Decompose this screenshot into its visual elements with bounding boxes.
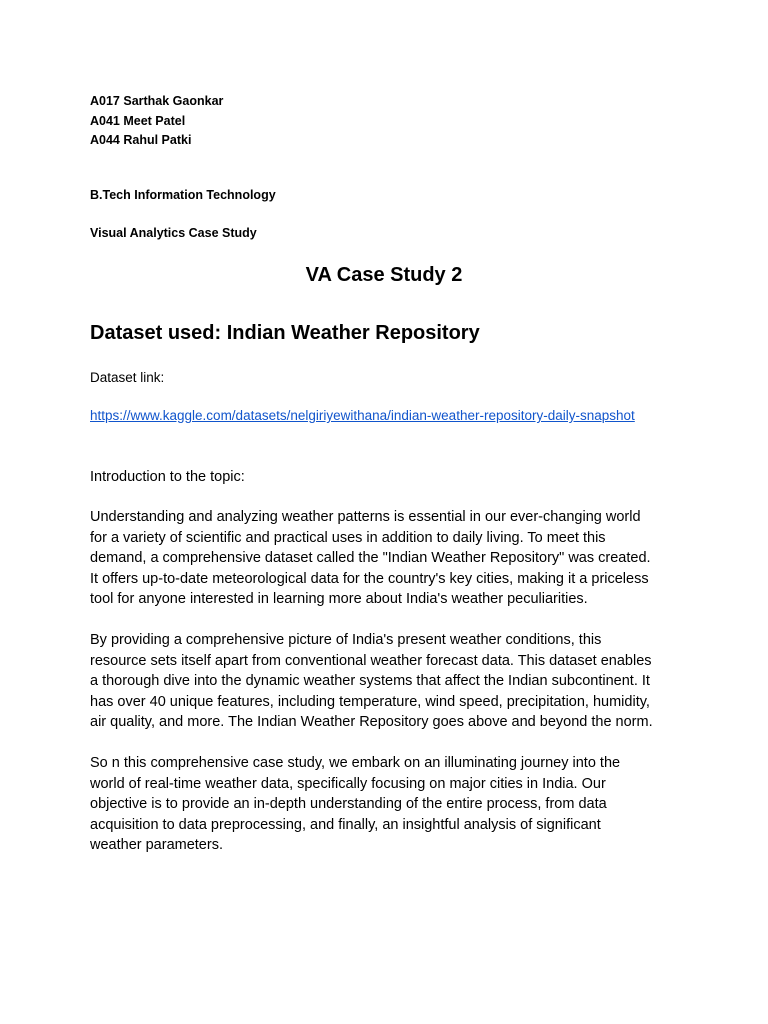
paragraph-line: Understanding and analyzing weather patterns is essential in our ever-changing world: [90, 509, 641, 525]
paragraph-line: a thorough dive into the dynamic weather systems that affect the Indian subcontinent. It: [90, 673, 650, 690]
paragraph-line: By providing a comprehensive picture of India's present weather conditions, this: [90, 632, 602, 648]
paragraph-line: resource sets itself apart from conventional weather forecast data. This dataset enables: [90, 652, 652, 669]
author-line: A044 Rahul Patki: [90, 133, 192, 147]
intro-paragraph-2: [90, 630, 685, 733]
paragraph-line: for a variety of scientific and practical uses in addition to daily living. To meet this: [90, 529, 606, 546]
paragraph-line: demand, a comprehensive dataset called the "Indian Weather Repository" was created.: [90, 550, 651, 567]
course-name: Visual Analytics Case Study: [90, 226, 257, 240]
paragraph-line: acquisition to data preprocessing, and finally, an insightful analysis of significant: [90, 816, 601, 833]
paragraph-line: objective is to provide an in-depth understanding of the entire process, from data: [90, 796, 607, 813]
program-name: B.Tech Information Technology: [90, 188, 276, 202]
dataset-heading: Dataset used: Indian Weather Repository: [90, 322, 480, 344]
paragraph-line: world of real-time weather data, specifically focusing on major cities in India. Our: [90, 775, 606, 792]
paragraph-line: has over 40 unique features, including temperature, wind speed, precipitation, humidity,: [90, 693, 650, 710]
author-line: A017 Sarthak Gaonkar: [90, 94, 224, 108]
intro-paragraph-3: [90, 753, 685, 856]
paragraph-line: So n this comprehensive case study, we embark on an illuminating journey into the: [90, 755, 621, 771]
author-list: [90, 92, 223, 151]
dataset-link[interactable]: https://www.kaggle.com/datasets/nelgiriyewithana/indian-weather-repository-daily-snapshot: [90, 408, 635, 423]
author-line: A041 Meet Patel: [90, 113, 186, 128]
paragraph-line: tool for anyone interested in learning more about India's weather peculiarities.: [90, 591, 588, 608]
dataset-link-label: Dataset link:: [90, 370, 165, 385]
paragraph-line: air quality, and more. The Indian Weather Repository goes above and beyond the norm.: [90, 714, 653, 731]
document-title: VA Case Study 2: [305, 264, 463, 286]
paragraph-line: weather parameters.: [90, 837, 223, 854]
paragraph-line: It offers up-to-date meteorological data for the country's key cities, making it a priceless: [90, 570, 649, 587]
intro-paragraph-1: [90, 507, 685, 610]
intro-heading: Introduction to the topic:: [90, 469, 245, 485]
